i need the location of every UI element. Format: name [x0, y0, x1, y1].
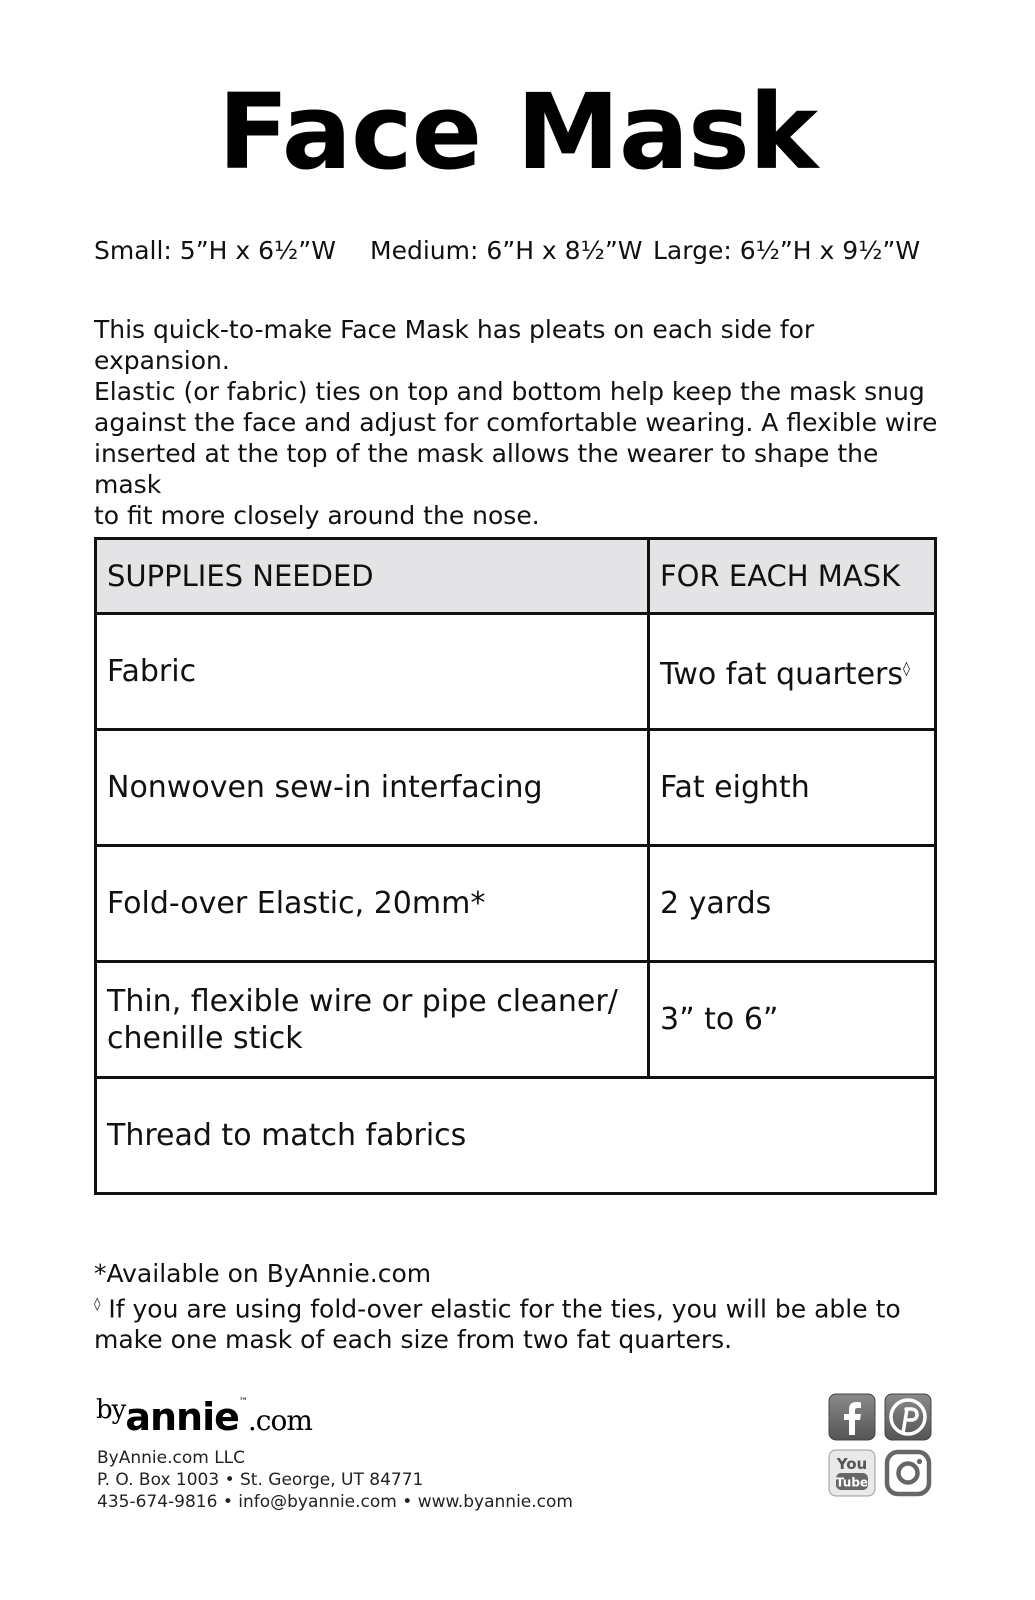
address: P. O. Box 1003 • St. George, UT 84771 [97, 1470, 424, 1490]
supplies-table [94, 537, 937, 1195]
size-medium: Medium: 6”H x 8½”W [370, 236, 643, 265]
size-list [94, 236, 954, 266]
contact-info [97, 1447, 573, 1513]
table-row [96, 1078, 936, 1194]
table-header-row [96, 539, 936, 614]
table-row [96, 962, 936, 1078]
byannie-logo[interactable] [96, 1395, 312, 1439]
supply-amount: 2 yards [649, 846, 936, 962]
instagram-icon[interactable] [884, 1449, 932, 1497]
diamond-mark: ◊ [94, 1297, 101, 1312]
table-row [96, 730, 936, 846]
supply-amount: Fat eighth [649, 730, 936, 846]
supply-amount [649, 614, 936, 730]
footnotes [94, 1258, 954, 1355]
table-row [96, 846, 936, 962]
youtube-label-tube: Tube [835, 1475, 869, 1490]
supply-item: Fold-over Elastic, 20mm* [96, 846, 649, 962]
youtube-label-you: You [836, 1455, 868, 1473]
supply-item: Nonwoven sew-in interfacing [96, 730, 649, 846]
header-amount: FOR EACH MASK [649, 539, 936, 614]
note-diamond [94, 1289, 954, 1355]
contact-line: 435-674-9816 • info@byannie.com • www.byannie.com [97, 1492, 573, 1512]
note-diamond-text: If you are using fold-over elastic for the ties, you will be able to make one mask of each size from two fat quarters. [94, 1294, 901, 1355]
logo-tm: ™ [238, 1397, 248, 1407]
diamond-mark: ◊ [903, 660, 910, 677]
logo-annie: annie [125, 1395, 239, 1439]
table-row [96, 614, 936, 730]
company-name: ByAnnie.com LLC [97, 1448, 246, 1468]
header-supplies: SUPPLIES NEEDED [96, 539, 649, 614]
description: This quick-to-make Face Mask has pleats on each side for expansion. Elastic (or fabric) ties on top and bottom help keep the mask snug against the face and adjust for comfortable wearing. A flexible wire inserted at the top of the mask allows the wearer to shape the mask to fit more closely around the nose. [94, 315, 938, 530]
page-title: Face Mask [217, 71, 818, 193]
size-large: Large: 6½”H x 9½”W [653, 236, 921, 265]
logo-by: by [96, 1395, 126, 1425]
youtube-icon[interactable] [828, 1449, 876, 1497]
supply-item: Fabric [96, 614, 649, 730]
logo-com: .com [247, 1404, 312, 1437]
supply-amount: 3” to 6” [649, 962, 936, 1078]
size-small: Small: 5”H x 6½”W [94, 236, 336, 265]
supply-item: Thread to match fabrics [96, 1078, 936, 1194]
facebook-icon[interactable] [828, 1393, 876, 1441]
pinterest-icon[interactable] [884, 1393, 932, 1441]
amount-text: Two fat quarters [660, 656, 903, 692]
note-asterisk: *Available on ByAnnie.com [94, 1259, 432, 1288]
social-icons [828, 1393, 940, 1505]
supply-item: Thin, flexible wire or pipe cleaner/ chenille stick [96, 962, 649, 1078]
